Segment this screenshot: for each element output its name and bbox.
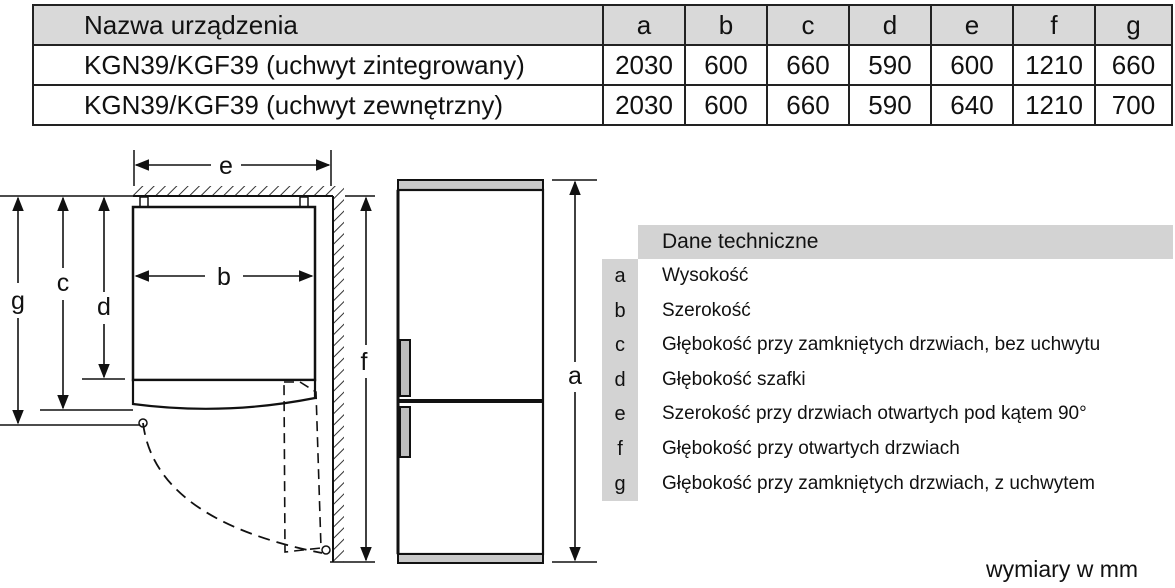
legend-title: Dane techniczne: [638, 225, 1173, 259]
legend-letter: f: [602, 432, 638, 467]
upper-handle: [400, 340, 410, 396]
legend-item: [602, 432, 1173, 467]
cell-b: 600: [685, 85, 767, 125]
legend-item: [602, 259, 1173, 294]
cell-g: 700: [1095, 85, 1172, 125]
model-name: KGN39/KGF39 (uchwyt zewnętrzny): [33, 85, 603, 125]
legend-item: [602, 363, 1173, 398]
label-b: b: [217, 263, 231, 291]
label-c: c: [56, 269, 70, 297]
door-swing-arc: [143, 423, 322, 553]
header-col-b: b: [685, 5, 767, 45]
legend-letter: d: [602, 363, 638, 398]
legend-letter: g: [602, 467, 638, 502]
header-col-c: c: [767, 5, 849, 45]
legend-letter: e: [602, 397, 638, 432]
cell-b: 600: [685, 45, 767, 85]
lower-handle: [400, 407, 410, 457]
model-name: KGN39/KGF39 (uchwyt zintegrowany): [33, 45, 603, 85]
label-f: f: [360, 348, 368, 376]
cell-c: 660: [767, 85, 849, 125]
header-col-a: a: [603, 5, 685, 45]
cell-g: 660: [1095, 45, 1172, 85]
legend-item: [602, 467, 1173, 502]
label-g: g: [11, 287, 25, 315]
header-col-d: d: [849, 5, 931, 45]
legend-letter: a: [602, 259, 638, 294]
header-device-name: Nazwa urządzenia: [33, 5, 603, 45]
legend-text: Głębokość przy zamkniętych drzwiach, z uchwytem: [638, 467, 1173, 502]
legend-item: [602, 397, 1173, 432]
legend-text: Szerokość: [638, 294, 1173, 329]
cell-c: 660: [767, 45, 849, 85]
top-view: [0, 150, 375, 562]
header-col-g: g: [1095, 5, 1172, 45]
cell-a: 2030: [603, 45, 685, 85]
side-view: [398, 180, 597, 563]
cell-e: 640: [931, 85, 1013, 125]
legend-text: Wysokość: [638, 259, 1173, 294]
door-closed: [133, 380, 315, 409]
cell-a: 2030: [603, 85, 685, 125]
header-col-e: e: [931, 5, 1013, 45]
legend-text: Głębokość przy zamkniętych drzwiach, bez uchwytu: [638, 328, 1173, 363]
fridge-body: [398, 190, 543, 554]
cell-f: 1210: [1013, 45, 1095, 85]
technical-data-legend: [602, 225, 1173, 501]
wall-top-hatch: [133, 186, 333, 196]
legend-letter: b: [602, 294, 638, 329]
door-open-outline: [284, 382, 321, 552]
label-e: e: [219, 152, 233, 180]
cell-d: 590: [849, 85, 931, 125]
header-col-f: f: [1013, 5, 1095, 45]
units-note: wymiary w mm: [986, 556, 1139, 582]
label-a: a: [568, 362, 582, 390]
legend-text: Głębokość szafki: [638, 363, 1173, 398]
legend-text: Szerokość przy drzwiach otwartych pod kątem 90°: [638, 397, 1173, 432]
cabinet-body: [133, 207, 315, 380]
cell-d: 590: [849, 45, 931, 85]
legend-letter: c: [602, 328, 638, 363]
label-d: d: [97, 293, 111, 321]
legend-text: Głębokość przy otwartych drzwiach: [638, 432, 1173, 467]
legend-item: [602, 328, 1173, 363]
legend-item: [602, 294, 1173, 329]
cell-f: 1210: [1013, 85, 1095, 125]
wall-right-hatch: [333, 186, 344, 562]
cell-e: 600: [931, 45, 1013, 85]
